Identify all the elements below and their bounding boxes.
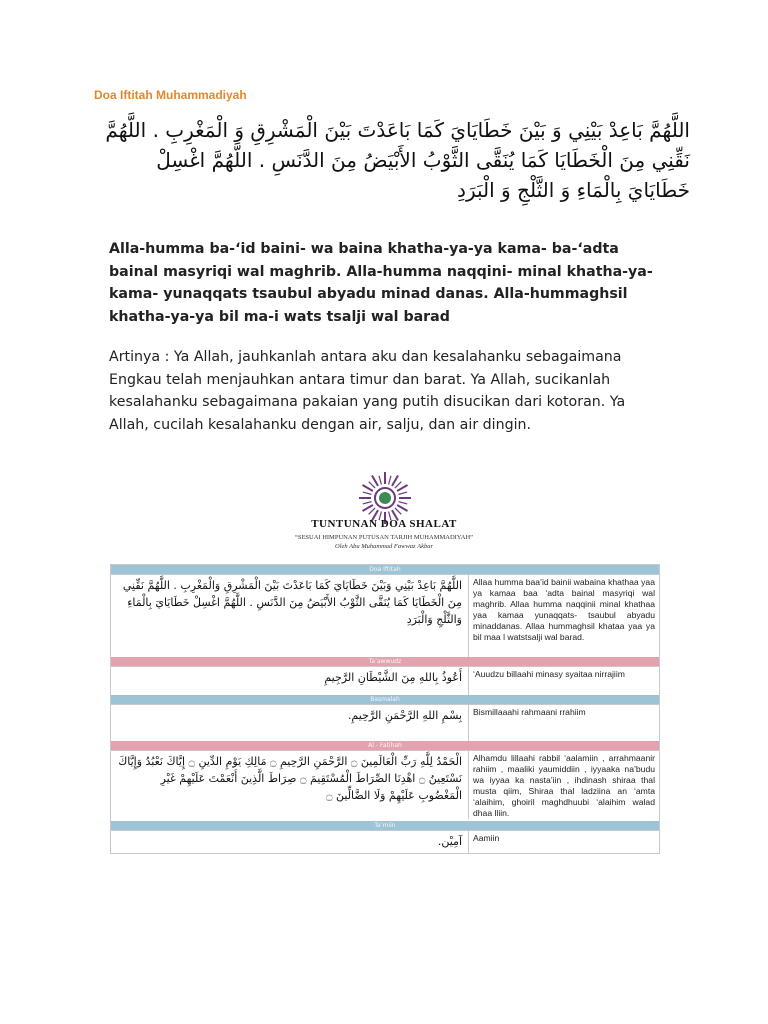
prayer-table (110, 564, 660, 854)
arabic-cell: اللَّهُمَّ بَاعِدْ بَيْنِي وَبَيْنَ خَطَايَايَ كَمَا بَاعَدْتَ بَيْنَ الْمَشْرِقِ وَالْمَغْرِبِ . اللَّهُمَّ نَقِّنِي مِنَ الْخَطَايَا كَمَا يُنَقَّى الثَّوْبُ الأَبْيَضُ مِنَ الدَّنَسِ . اللَّهُمَّ اغْسِلْ خَطَايَايَ بِالْمَاءِ وَالثَّلْجِ وَالْبَرَدِ (111, 575, 469, 657)
meaning-paragraph: Artinya : Ya Allah, jauhkanlah antara aku dan kesalahanku sebagaimana Engkau telah menjauhkan antara timur dan barat. Ya Allah, sucikanlah kesalahanku sebagaimana pakaian yang putih disucikan dari kotoran. Ya Allah, cucilah kesalahanku dengan air, salju, dan air dingin. (109, 349, 626, 433)
latin-cell: Alhamdu lillaahi rabbil ‘aalamiin , arrahmaanir rahiim , maaliki yaumiddiin , iyyaaka na’budu wa iyyaa ka nasta’iin , ihdinash shiraa thal musta qiim, Shiraa thal ladziina an ‘amta ‘alaihim, ghoiril maghdhuubi ‘alaihim walad dhaa lliin. (473, 753, 655, 818)
section-heading-iftitah: Doa Iftitah (111, 565, 659, 574)
document-subtitle: “SESUAI HIMPUNAN PUTUSAN TARJIH MUHAMMADIYAH” (294, 534, 474, 541)
section-heading-basmalah: Basmalah (111, 695, 659, 704)
latin-cell: Allaa humma baa’id bainii wabaina khathaa yaa ya kamaa baa ‘adta bainal masyriqi wal maghrib. Allaa humma naqqinii minal khathaa yaa kamaa yunaqqats- tsaubul abyadu minaddanas. Allaa hummaghsil khataa yaa ya bil maa l watstsalji wal barad. (473, 577, 655, 642)
arabic-cell: آمِيْن. (111, 831, 469, 853)
table-row (111, 704, 659, 741)
latin-cell: ‘Auudzu billaahi minasy syaitaa nirrajiim (473, 669, 625, 679)
table-row (111, 830, 659, 853)
arabic-cell: الْحَمْدُ لِلَّهِ رَبِّ الْعَالَمِينَ ۝ الرَّحْمَنِ الرَّحِيمِ ۝ مَالِكِ يَوْمِ الدِّينِ ۝ إِيَّاكَ نَعْبُدُ وَإِيَّاكَ نَسْتَعِينُ ۝ اهْدِنَا الصِّرَاطَ الْمُسْتَقِيمَ ۝ صِرَاطَ الَّذِينَ أَنْعَمْتَ عَلَيْهِمْ غَيْرِ الْمَغْضُوبِ عَلَيْهِمْ وَلَا الضَّالِّينَ ۝ (111, 751, 469, 819)
arabic-cell: أَعُوذُ بِاللهِ مِنَ الشَّيْطَانِ الرَّجِيمِ (111, 667, 469, 695)
document-author: Oleh Abu Muhammad Fawwaz Akbar (335, 543, 433, 550)
table-row (111, 666, 659, 695)
section-heading-tamiin: Ta’miin (111, 821, 659, 830)
latin-cell: Bismillaaahi rahmaani rrahiim (473, 707, 586, 717)
arabic-prayer-text: اللَّهُمَّ بَاعِدْ بَيْنِي وَ بَيْنَ خَطَايَايَ كَمَا بَاعَدْتَ بَيْنَ الْمَشْرِقِ وَ الْمَغْرِبِ . اللَّهُمَّ نَقِّنِي مِنَ الْخَطَايَا كَمَا يُنَقَّى الثَّوْبُ الأَبْيَضُ مِنَ الدَّنَسِ . اللَّهُمَّ اغْسِلْ خَطَايَايَ بِالْمَاءِ وَ الثَّلْجِ وَ الْبَرَدِ (105, 118, 690, 202)
document-title: TUNTUNAN DOA SHALAT (311, 518, 457, 530)
latin-cell: Aamiin (473, 833, 500, 843)
transliteration-paragraph: Alla-humma ba-‘id baini- wa baina khatha-ya-ya kama- ba-‘adta bainal masyriqi wal maghrib. Alla-humma naqqini- minal khatha-ya- kama- yunaqqats tsaubul abyadu minad danas. Alla-hummaghsil khatha-ya-ya bil ma-i wats tsalji wal barad (109, 241, 653, 325)
section-heading-fatihah: Al - Fatihah (111, 741, 659, 750)
arabic-cell: بِسْمِ اللهِ الرَّحْمَنِ الرَّحِيمِ. (111, 705, 469, 741)
table-row (111, 750, 659, 821)
section-heading-taawwudz: Ta’awwudz (111, 657, 659, 666)
page-title: Doa Iftitah Muhammadiyah (94, 88, 247, 102)
table-row (111, 574, 659, 657)
